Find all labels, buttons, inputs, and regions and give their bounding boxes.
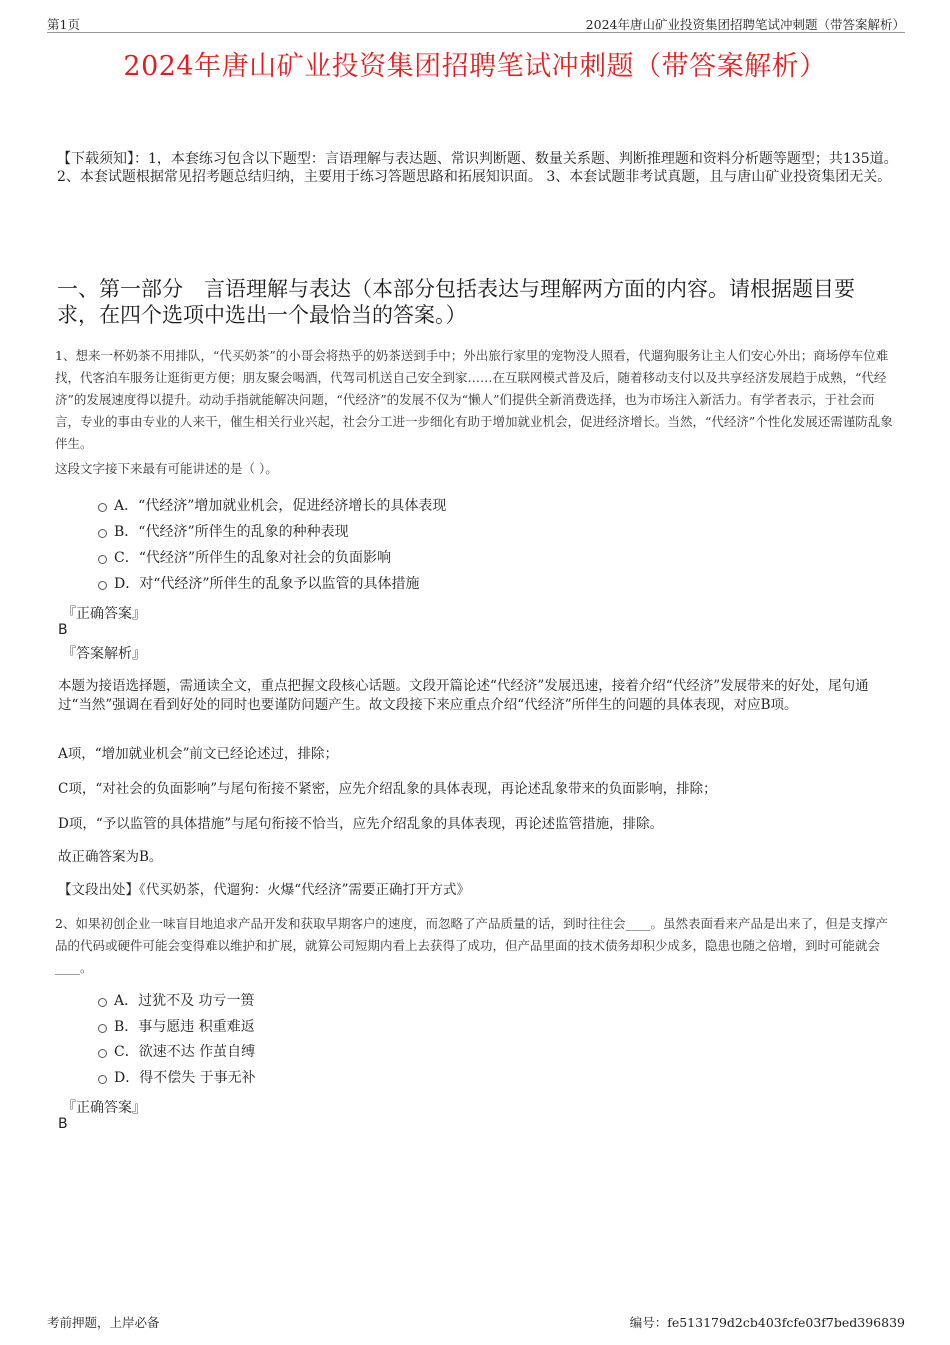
section-title: 一、第一部分 言语理解与表达（本部分包括表达与理解两方面的内容。请根据题目要求，在四个选项中选出一个最恰当的答案。） [57, 277, 855, 327]
footer-serial: 编号：fe513179d2cb403fcfe03f7bed396839 [629, 1315, 905, 1330]
radio-icon[interactable] [98, 581, 107, 590]
radio-icon[interactable] [98, 1075, 107, 1084]
radio-icon[interactable] [98, 555, 107, 564]
q1-answer-label: 『正确答案』 [62, 606, 146, 622]
header-doc-title: 2024年唐山矿业投资集团招聘笔试冲刺题（带答案解析） [585, 17, 905, 32]
footer-slogan: 考前押题，上岸必备 [47, 1315, 160, 1330]
q1-conclusion: 故正确答案为B。 [58, 849, 163, 865]
q2-answer: B [58, 1116, 68, 1132]
q2-stem: 2、如果初创企业一味盲目地追求产品开发和获取早期客户的速度，而忽略了产品质量的话，到时往往会____。虽然表面看来产品是出来了，但是支撑产品的代码或硬件可能会变得难以维护和扩展，就算公司短期内看上去获得了成功，但产品里面的技术债务却积少成多，隐患也随之倍增，到时可能就会____。 [55, 916, 888, 975]
q1-source: 【文段出处】《代买奶茶，代遛狗：火爆“代经济”需要正确打开方式》 [58, 882, 471, 898]
download-notice: 【下载须知】：1，本套练习包含以下题型：言语理解与表达题、常识判断题、数量关系题、判断推理题和资料分析题等题型；共135道。 2、本套试题根据常见招考题总结归纳，主要用于练习答题思路和拓展知识面。 3、本套试题非考试真题，且与唐山矿业投资集团无关。 [57, 151, 898, 185]
radio-icon[interactable] [98, 1024, 107, 1033]
document-title: 2024年唐山矿业投资集团招聘笔试冲刺题（带答案解析） [123, 51, 827, 82]
q1-note-d: D项，“予以监管的具体措施”与尾句衔接不恰当，应先介绍乱象的具体表现，再论述监管措施，排除。 [58, 816, 664, 832]
q2-option-b[interactable]: B．事与愿违 积重难返 [98, 1018, 255, 1036]
q1-answer: B [58, 622, 68, 638]
q2-option-c[interactable]: C．欲速不达 作茧自缚 [98, 1043, 255, 1061]
radio-icon[interactable] [98, 998, 107, 1007]
page-header [47, 14, 905, 33]
radio-icon[interactable] [98, 503, 107, 512]
q2-option-a[interactable]: A．过犹不及 功亏一篑 [98, 992, 255, 1010]
q2-answer-label: 『正确答案』 [62, 1100, 146, 1116]
radio-icon[interactable] [98, 1049, 107, 1058]
q1-option-a[interactable]: A．“代经济”增加就业机会，促进经济增长的具体表现 [98, 497, 446, 515]
q1-note-c: C项，“对社会的负面影响”与尾句衔接不紧密，应先介绍乱象的具体表现，再论述乱象带来的负面影响，排除； [58, 781, 717, 797]
q1-note-a: A项，“增加就业机会”前文已经论述过，排除； [58, 746, 339, 762]
q1-option-c[interactable]: C．“代经济”所伴生的乱象对社会的负面影响 [98, 549, 391, 567]
q1-analysis-label: 『答案解析』 [62, 646, 146, 662]
q2-option-d[interactable]: D．得不偿失 于事无补 [98, 1069, 256, 1087]
q1-stem: 1、想来一杯奶茶不用排队，“代买奶茶”的小哥会将热乎的奶茶送到手中；外出旅行家里的宠物没人照看，代遛狗服务让主人们安心外出；商场停车位难找，代客泊车服务让逛街更方便；朋友聚会喝酒，代驾司机送自己安全到家……在互联网模式普及后，随着移动支付以及共享经济发展趋于成熟，“代经济”的发展速度得以提升。动动手指就能解决问题，“代经济”的发展不仅为“懒人”们提供全新消费选择，也为市场注入新活力。有学者表示，于社会而言，专业的事由专业的人来干，催生相关行业兴起，社会分工进一步细化有助于增加就业机会，促进经济增长。当然，“代经济”个性化发展还需谨防乱象伴生。 [55, 348, 893, 451]
q1-option-d[interactable]: D．对“代经济”所伴生的乱象予以监管的具体措施 [98, 575, 420, 593]
radio-icon[interactable] [98, 529, 107, 538]
page-number: 第1页 [47, 17, 80, 32]
q1-question: 这段文字接下来最有可能讲述的是（ ）。 [55, 461, 278, 476]
q1-option-b[interactable]: B．“代经济”所伴生的乱象的种种表现 [98, 523, 349, 541]
q1-analysis: 本题为接语选择题，需通读全文，重点把握文段核心话题。文段开篇论述“代经济”发展迅速，接着介绍“代经济”发展带来的好处，尾句通过“当然”强调在看到好处的同时也要谨防问题产生。故文段接下来应重点介绍“代经济”所伴生的问题的具体表现，对应B项。 [58, 678, 869, 713]
